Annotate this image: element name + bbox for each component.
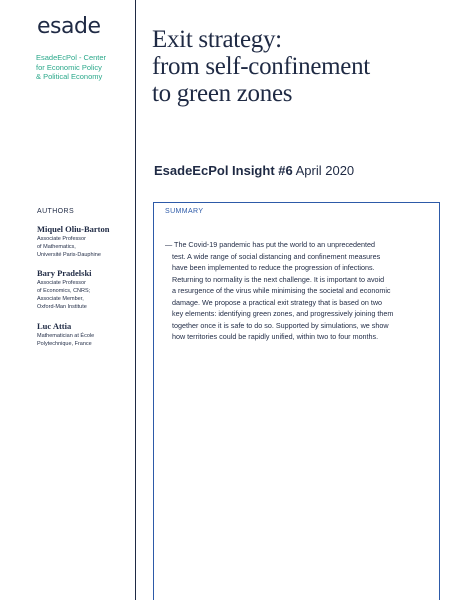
affiliation-line: Associate Professor (37, 280, 86, 286)
affiliation-line: Université Paris-Dauphine (37, 252, 101, 258)
authors-heading: AUTHORS (37, 208, 75, 215)
summary-line: Returning to normality is the next challenge. It is important to avoid (172, 274, 385, 284)
summary-box (153, 202, 440, 600)
author-name: Bary Pradelski (37, 268, 92, 278)
document-title (152, 26, 370, 107)
insight-label (154, 163, 354, 178)
summary-line: how territories could be rapidly unified, within two to four months. (172, 332, 379, 341)
insight-series: EsadeEcPol Insight #6 (154, 163, 293, 178)
affiliation-line: Polytechnique, France (37, 341, 92, 347)
tagline-line: EsadeEcPol - Center (36, 53, 107, 62)
title-line: to green zones (152, 80, 293, 107)
affiliation-line: Associate Professor (37, 236, 86, 242)
summary-line: together once it is safe to do so. Supported by simulations, we show (172, 320, 389, 330)
summary-heading: SUMMARY (165, 208, 204, 215)
author-name: Miquel Oliu-Barton (37, 224, 110, 234)
affiliation-line: Mathematician at École (37, 333, 95, 339)
center-tagline (36, 53, 134, 82)
affiliation-line: of Mathematics, (37, 244, 76, 250)
summary-text (165, 239, 431, 343)
affiliation-line: of Economics, CNRS; (37, 288, 91, 294)
insight-date: April 2020 (295, 163, 355, 178)
affiliation-line: Associate Member, (37, 296, 84, 302)
author-affiliation (37, 279, 133, 311)
vertical-divider (135, 0, 136, 600)
author-entry (37, 268, 133, 311)
affiliation-line: Oxford-Man Institute (37, 304, 87, 310)
author-entry (37, 321, 133, 348)
author-name: Luc Attia (37, 321, 72, 331)
title-line: Exit strategy: (152, 26, 282, 53)
summary-line: — The Covid-19 pandemic has put the world to an unprecedented (165, 240, 376, 249)
tagline-line: & Political Economy (36, 72, 103, 81)
summary-line: have been implemented to reduce the progression of infections. (172, 263, 375, 272)
author-affiliation (37, 235, 133, 259)
summary-line: damage. We propose a practical exit strategy that is based on two (172, 297, 383, 307)
author-entry (37, 224, 133, 259)
esade-logo: esade (37, 14, 101, 39)
summary-line: key elements: identifying green zones, and progressively joining them (172, 309, 394, 318)
author-affiliation (37, 332, 133, 348)
summary-line: a resurgence of the virus while minimising the societal and economic (172, 286, 391, 295)
summary-line: test. A wide range of social distancing and confinement measures (172, 251, 381, 261)
tagline-line: for Economic Policy (36, 62, 102, 72)
title-line: from self-confinement (152, 53, 370, 80)
